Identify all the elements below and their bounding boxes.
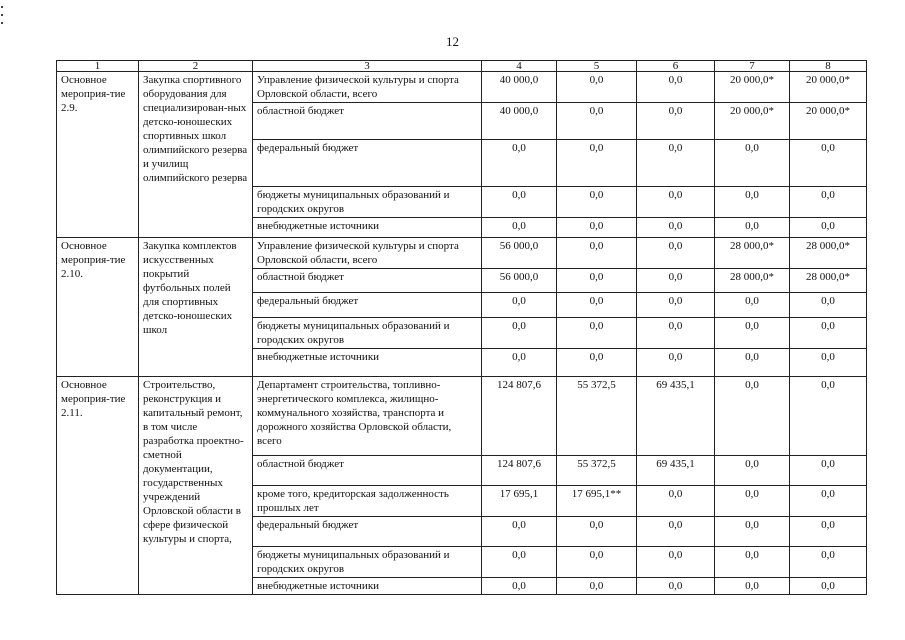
measure-cell: Основное мероприя-тие 2.11. (57, 377, 139, 595)
value-cell: 0,0 (637, 517, 715, 547)
value-cell: 0,0 (482, 140, 557, 187)
measure-name-cell: Строительство, реконструкция и капитальный ремонт, в том числе разработка проектно-сметной документации, государственных учреждений Орловской области в сфере физической культуры и спорта, (139, 377, 253, 595)
value-cell: 69 435,1 (637, 377, 715, 456)
value-cell: 0,0 (637, 218, 715, 238)
value-cell: 0,0 (715, 456, 790, 486)
value-cell: 0,0 (637, 349, 715, 377)
value-cell: 0,0 (715, 486, 790, 517)
value-cell: 28 000,0* (715, 269, 790, 293)
value-cell: 0,0 (790, 486, 867, 517)
value-cell: 20 000,0* (790, 103, 867, 140)
value-cell: 0,0 (790, 578, 867, 595)
value-cell: 0,0 (557, 103, 637, 140)
value-cell: 56 000,0 (482, 238, 557, 269)
value-cell: 0,0 (482, 293, 557, 318)
value-cell: 20 000,0* (715, 72, 790, 103)
value-cell: 0,0 (557, 578, 637, 595)
value-cell: 0,0 (715, 349, 790, 377)
col-header-4: 4 (482, 61, 557, 72)
value-cell: 0,0 (637, 486, 715, 517)
value-cell: 0,0 (557, 140, 637, 187)
source-cell: бюджеты муниципальных образований и городских округов (253, 187, 482, 218)
source-cell: областной бюджет (253, 103, 482, 140)
source-cell: федеральный бюджет (253, 293, 482, 318)
value-cell: 55 372,5 (557, 456, 637, 486)
source-cell: бюджеты муниципальных образований и городских округов (253, 318, 482, 349)
source-cell: внебюджетные источники (253, 578, 482, 595)
value-cell: 0,0 (557, 218, 637, 238)
value-cell: 0,0 (790, 293, 867, 318)
value-cell: 0,0 (482, 349, 557, 377)
value-cell: 20 000,0* (715, 103, 790, 140)
value-cell: 0,0 (637, 187, 715, 218)
value-cell: 0,0 (715, 517, 790, 547)
funding-table (56, 60, 867, 595)
value-cell: 0,0 (637, 269, 715, 293)
value-cell: 17 695,1** (557, 486, 637, 517)
measure-name-cell: Закупка комплектов искусственных покрытий футбольных полей для спортивных детско-юношеских школ (139, 238, 253, 377)
source-cell: кроме того, кредиторская задолженность прошлых лет (253, 486, 482, 517)
value-cell: 17 695,1 (482, 486, 557, 517)
col-header-8: 8 (790, 61, 867, 72)
source-cell: областной бюджет (253, 456, 482, 486)
value-cell: 0,0 (715, 293, 790, 318)
value-cell: 0,0 (715, 547, 790, 578)
header-row (57, 61, 867, 72)
value-cell: 55 372,5 (557, 377, 637, 456)
value-cell: 0,0 (482, 218, 557, 238)
value-cell: 0,0 (557, 187, 637, 218)
value-cell: 0,0 (715, 318, 790, 349)
col-header-7: 7 (715, 61, 790, 72)
value-cell: 0,0 (790, 517, 867, 547)
source-cell: Департамент строительства, топливно-энергетического комплекса, жилищно-коммунального хозяйства, транспорта и дорожного хозяйства Орловской области, всего (253, 377, 482, 456)
table-row (57, 238, 867, 269)
value-cell: 0,0 (790, 318, 867, 349)
source-cell: бюджеты муниципальных образований и городских округов (253, 547, 482, 578)
value-cell: 0,0 (557, 547, 637, 578)
col-header-5: 5 (557, 61, 637, 72)
value-cell: 0,0 (790, 456, 867, 486)
source-cell: Управление физической культуры и спорта Орловской области, всего (253, 72, 482, 103)
value-cell: 0,0 (715, 377, 790, 456)
value-cell: 0,0 (637, 103, 715, 140)
value-cell: 0,0 (482, 578, 557, 595)
value-cell: 0,0 (557, 293, 637, 318)
value-cell: 0,0 (482, 187, 557, 218)
value-cell: 56 000,0 (482, 269, 557, 293)
source-cell: внебюджетные источники (253, 218, 482, 238)
value-cell: 0,0 (790, 218, 867, 238)
value-cell: 0,0 (637, 72, 715, 103)
source-cell: федеральный бюджет (253, 140, 482, 187)
scan-edge-mark (0, 0, 4, 60)
col-header-3: 3 (253, 61, 482, 72)
table-row (57, 377, 867, 456)
value-cell: 0,0 (790, 349, 867, 377)
value-cell: 0,0 (557, 318, 637, 349)
value-cell: 0,0 (557, 269, 637, 293)
measure-name-cell: Закупка спортивного оборудования для специализирован-ных детско-юношеских спортивных школ олимпийского резерва и училищ олимпийского резерва (139, 72, 253, 238)
value-cell: 40 000,0 (482, 72, 557, 103)
col-header-6: 6 (637, 61, 715, 72)
value-cell: 0,0 (637, 318, 715, 349)
value-cell: 0,0 (557, 238, 637, 269)
value-cell: 0,0 (637, 293, 715, 318)
value-cell: 0,0 (715, 578, 790, 595)
source-cell: внебюджетные источники (253, 349, 482, 377)
value-cell: 0,0 (790, 187, 867, 218)
table-row (57, 72, 867, 103)
value-cell: 28 000,0* (790, 238, 867, 269)
value-cell: 0,0 (557, 72, 637, 103)
col-header-1: 1 (57, 61, 139, 72)
source-cell: федеральный бюджет (253, 517, 482, 547)
value-cell: 0,0 (482, 547, 557, 578)
value-cell: 20 000,0* (790, 72, 867, 103)
value-cell: 0,0 (482, 517, 557, 547)
value-cell: 40 000,0 (482, 103, 557, 140)
value-cell: 0,0 (557, 349, 637, 377)
value-cell: 0,0 (637, 238, 715, 269)
measure-cell: Основное мероприя-тие 2.9. (57, 72, 139, 238)
value-cell: 0,0 (637, 547, 715, 578)
value-cell: 0,0 (790, 547, 867, 578)
value-cell: 0,0 (715, 218, 790, 238)
measure-cell: Основное мероприя-тие 2.10. (57, 238, 139, 377)
value-cell: 0,0 (557, 517, 637, 547)
value-cell: 0,0 (637, 578, 715, 595)
value-cell: 0,0 (715, 140, 790, 187)
value-cell: 69 435,1 (637, 456, 715, 486)
value-cell: 0,0 (482, 318, 557, 349)
value-cell: 0,0 (637, 140, 715, 187)
source-cell: Управление физической культуры и спорта Орловской области, всего (253, 238, 482, 269)
page-number: 12 (446, 34, 459, 49)
value-cell: 0,0 (715, 187, 790, 218)
value-cell: 0,0 (790, 140, 867, 187)
source-cell: областной бюджет (253, 269, 482, 293)
value-cell: 124 807,6 (482, 377, 557, 456)
col-header-2: 2 (139, 61, 253, 72)
value-cell: 28 000,0* (790, 269, 867, 293)
value-cell: 0,0 (790, 377, 867, 456)
value-cell: 124 807,6 (482, 456, 557, 486)
value-cell: 28 000,0* (715, 238, 790, 269)
